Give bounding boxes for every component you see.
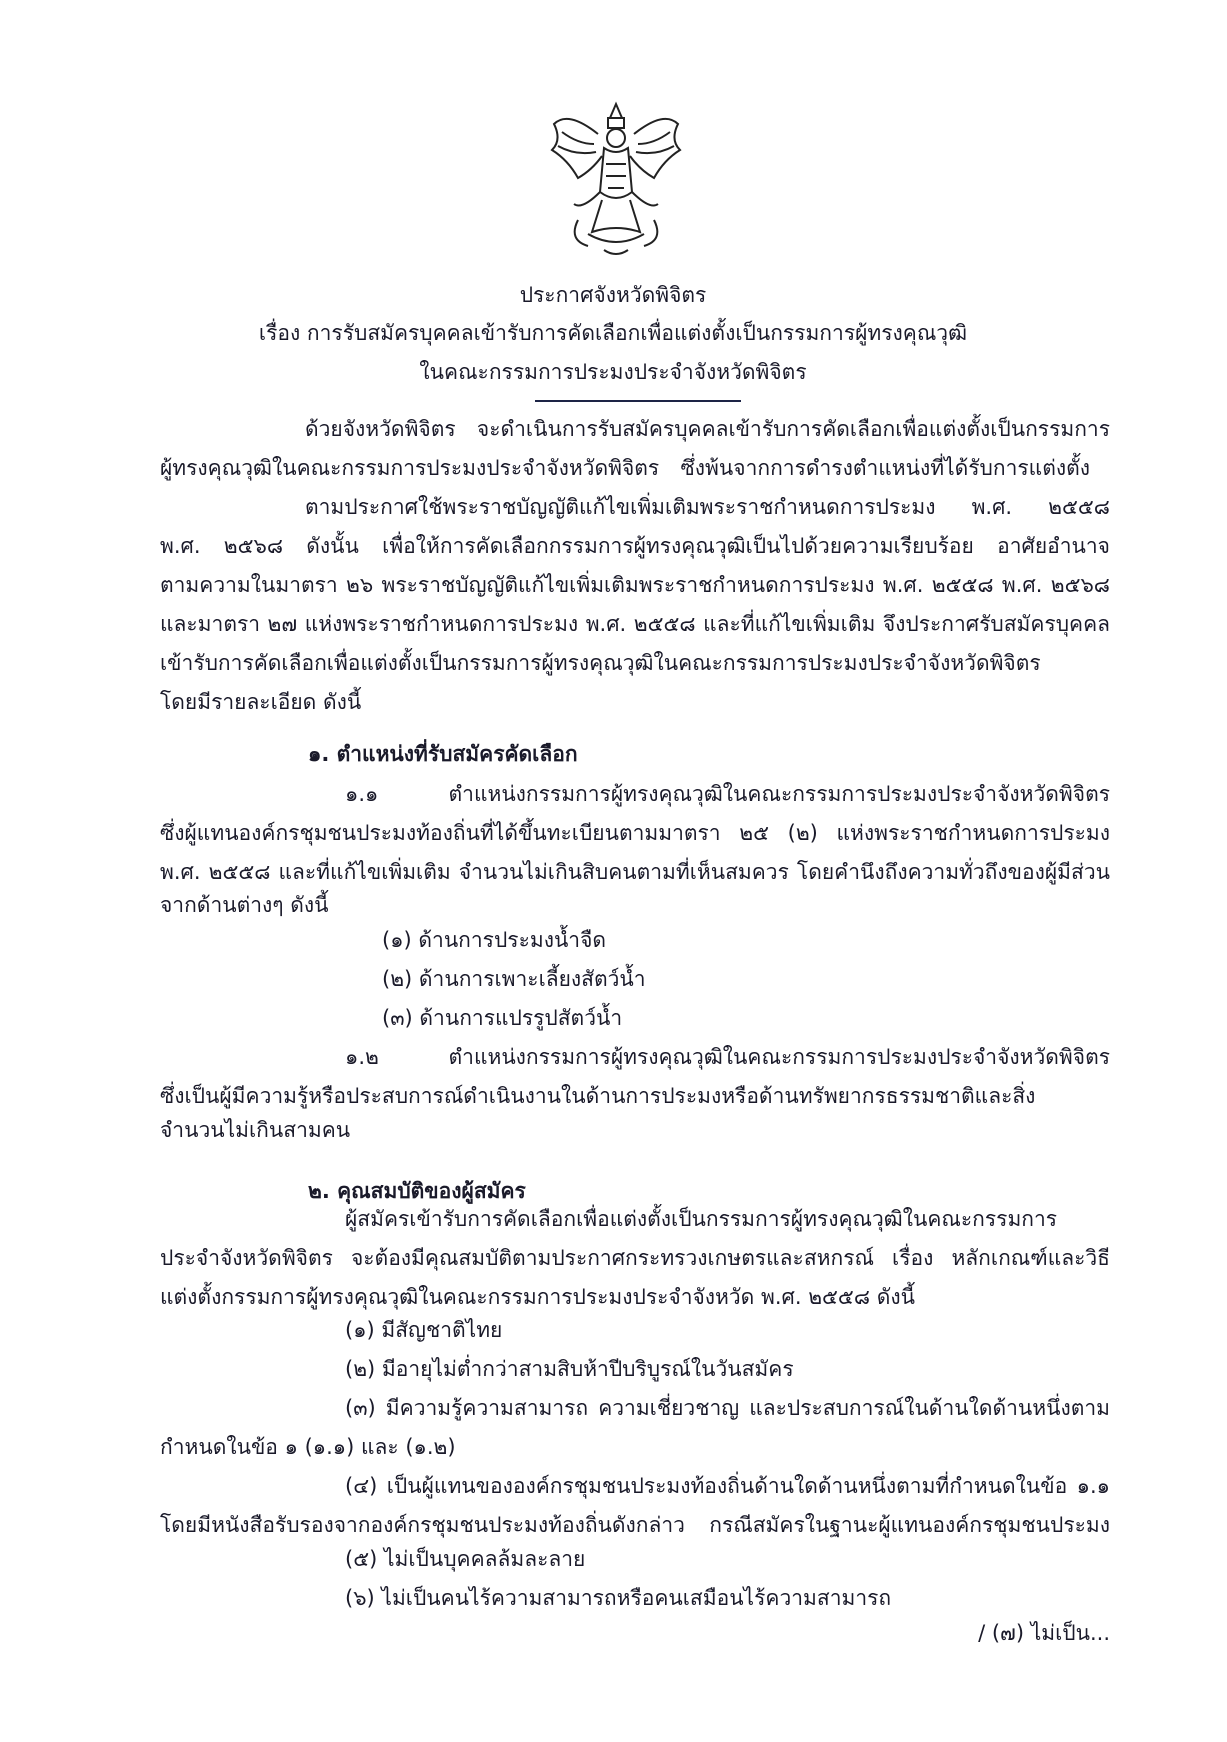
section-1-2-line: ๑.๒ ตำแหน่งกรรมการผู้ทรงคุณวุฒิในคณะกรรมการประมงประจำจังหวัดพิจิตร (345, 1045, 1110, 1069)
document-subject: เรื่อง การรับสมัครบุคคลเข้ารับการคัดเลือกเพื่อแต่งตั้งเป็นกรรมการผู้ทรงคุณวุฒิ (258, 321, 968, 345)
qualification-item: (๓) มีความรู้ความสามารถ ความเชี่ยวชาญ และประสบการณ์ในด้านใดด้านหนึ่งตาม (345, 1396, 1110, 1420)
page-continuation: / (๗) ไม่เป็น... (978, 1621, 1110, 1645)
list-item: (๒) ด้านการเพาะเลี้ยงสัตว์น้ำ (382, 967, 646, 991)
section-1-1-line: ๑.๑ ตำแหน่งกรรมการผู้ทรงคุณวุฒิในคณะกรรมการประมงประจำจังหวัดพิจิตร (345, 782, 1110, 806)
intro-line: พ.ศ. ๒๕๖๘ ดังนั้น เพื่อให้การคัดเลือกกรรมการผู้ทรงคุณวุฒิเป็นไปด้วยความเรียบร้อย อาศัยอำนาจ (160, 534, 1110, 558)
section-1-1-line: พ.ศ. ๒๕๕๘ และที่แก้ไขเพิ่มเติม จำนวนไม่เกินสิบคนตามที่เห็นสมควร โดยคำนึงถึงความทั่วถึงของผู้มีส่วน (160, 860, 1110, 884)
section-2-heading: ๒. คุณสมบัติของผู้สมัคร (308, 1179, 526, 1203)
section-1-2-line: จำนวนไม่เกินสามคน (160, 1118, 351, 1142)
document-title: ประกาศจังหวัดพิจิตร (519, 283, 707, 307)
section-2-intro-line: แต่งตั้งกรรมการผู้ทรงคุณวุฒิในคณะกรรมการประมงประจำจังหวัด พ.ศ. ๒๕๕๘ ดังนี้ (160, 1285, 915, 1309)
document-subject-continued: ในคณะกรรมการประมงประจำจังหวัดพิจิตร (419, 360, 807, 384)
intro-line: ตามประกาศใช้พระราชบัญญัติแก้ไขเพิ่มเติมพระราชกำหนดการประมง พ.ศ. ๒๕๕๘ (305, 495, 1110, 519)
intro-line: ด้วยจังหวัดพิจิตร จะดำเนินการรับสมัครบุคคลเข้ารับการคัดเลือกเพื่อแต่งตั้งเป็นกรรมการ (305, 417, 1110, 441)
intro-line: เข้ารับการคัดเลือกเพื่อแต่งตั้งเป็นกรรมการผู้ทรงคุณวุฒิในคณะกรรมการประมงประจำจังหวัดพิจิตร (160, 651, 1041, 675)
section-1-1-line: จากด้านต่างๆ ดังนี้ (160, 893, 329, 917)
intro-line: ผู้ทรงคุณวุฒิในคณะกรรมการประมงประจำจังหวัดพิจิตร ซึ่งพ้นจากการดำรงตำแหน่งที่ได้รับการแต่งตั้ง (160, 456, 1090, 480)
title-divider (535, 400, 741, 402)
qualification-item: (๔) เป็นผู้แทนขององค์กรชุมชนประมงท้องถิ่นด้านใดด้านหนึ่งตามที่กำหนดในข้อ ๑.๑ (345, 1474, 1110, 1498)
intro-line: ตามความในมาตรา ๒๖ พระราชบัญญัติแก้ไขเพิ่มเติมพระราชกำหนดการประมง พ.ศ. ๒๕๕๘ พ.ศ. ๒๕๖๘ (160, 573, 1110, 597)
section-1-heading: ๑. ตำแหน่งที่รับสมัครคัดเลือก (308, 742, 578, 766)
intro-line: โดยมีรายละเอียด ดังนี้ (160, 690, 362, 714)
qualification-item: (๒) มีอายุไม่ต่ำกว่าสามสิบห้าปีบริบูรณ์ในวันสมัคร (345, 1357, 794, 1381)
list-item: (๑) ด้านการประมงน้ำจืด (382, 928, 607, 952)
qualification-item-continued: กำหนดในข้อ ๑ (๑.๑) และ (๑.๒) (160, 1435, 456, 1459)
section-2-intro-line: ประจำจังหวัดพิจิตร จะต้องมีคุณสมบัติตามประกาศกระทรวงเกษตรและสหกรณ์ เรื่อง หลักเกณฑ์และวิธี (160, 1246, 1110, 1270)
qualification-item: (๑) มีสัญชาติไทย (345, 1318, 503, 1342)
section-1-2-line: ซึ่งเป็นผู้มีความรู้หรือประสบการณ์ดำเนินงานในด้านการประมงหรือด้านทรัพยากรธรรมชาติและสิ่ง (160, 1084, 1036, 1108)
intro-line: และมาตรา ๒๗ แห่งพระราชกำหนดการประมง พ.ศ. ๒๕๕๘ และที่แก้ไขเพิ่มเติม จึงประกาศรับสมัครบุคคล (160, 612, 1110, 636)
qualification-item: (๕) ไม่เป็นบุคคลล้มละลาย (345, 1547, 586, 1571)
garuda-emblem-icon (548, 100, 684, 260)
qualification-item-continued: โดยมีหนังสือรับรองจากองค์กรชุมชนประมงท้องถิ่นดังกล่าว กรณีสมัครในฐานะผู้แทนองค์กรชุมชนประมง (160, 1513, 1110, 1537)
qualification-item: (๖) ไม่เป็นคนไร้ความสามารถหรือคนเสมือนไร้ความสามารถ (345, 1586, 892, 1610)
section-1-1-line: ซึ่งผู้แทนองค์กรชุมชนประมงท้องถิ่นที่ได้ขึ้นทะเบียนตามมาตรา ๒๕ (๒) แห่งพระราชกำหนดการประมง (160, 821, 1110, 845)
list-item: (๓) ด้านการแปรรูปสัตว์น้ำ (382, 1006, 623, 1030)
section-2-intro-line: ผู้สมัครเข้ารับการคัดเลือกเพื่อแต่งตั้งเป็นกรรมการผู้ทรงคุณวุฒิในคณะกรรมการ (345, 1207, 1058, 1231)
